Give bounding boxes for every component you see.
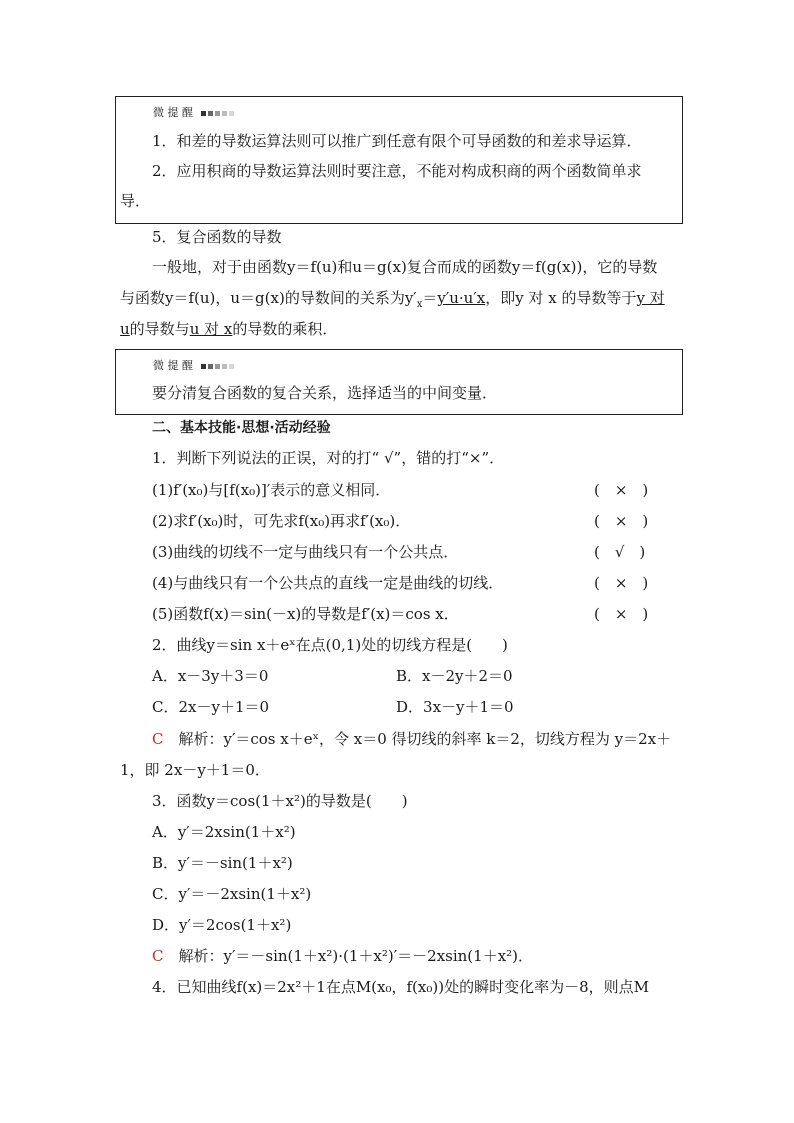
q3-analysis-text: 解析：y′＝－sin(1＋x²)·(1＋x²)′＝－2xsin(1＋x²)． [178,947,534,965]
q2-analysis-line-1 [152,729,671,749]
tip-dots-icon [201,359,236,373]
section5-para-line-1: 一般地，对于由函数y＝f(u)和u＝g(x)复合而成的函数y＝f(g(x))，它的导数 [152,258,658,276]
para-text: 的导数与 [129,320,190,338]
tip1-line-2: 2．应用积商的导数运算法则时要注意，不能对构成积商的两个函数简单求 [152,162,642,180]
q1-item-4: (4)与曲线只有一个公共点的直线一定是曲线的切线． [152,574,504,592]
q3-option-d: D．y′＝2cos(1＋x²) [152,916,292,934]
q2-option-a: A．x－3y＋3＝0 [152,667,269,685]
section5-title: 5．复合函数的导数 [152,228,282,246]
section2-title: 二、基本技能·思想·活动经验 [152,420,331,436]
tip-box-2 [115,349,683,415]
tip-box-1 [115,96,683,224]
q1-mark-1: ( × ) [594,481,649,499]
q2-stem: 2．曲线y＝sin x＋eˣ在点(0,1)处的切线方程是( ) [152,636,508,654]
para-text: 的导数的乘积． [232,320,338,338]
q1-mark-2: ( × ) [594,512,649,530]
q1-mark-4: ( × ) [594,574,649,592]
q1-item-1: (1)f′(x₀)与[f(x₀)]′表示的意义相同． [152,481,391,499]
q2-answer: C [152,730,164,748]
q1-stem: 1．判断下列说法的正误，对的打“ √”，错的打“×”． [152,449,505,467]
q1-mark-3: ( √ ) [594,543,646,561]
para-text: 与函数y＝f(u)，u＝g(x)的导数间的关系为y′ [120,289,417,307]
fill-answer: u 对 x [189,320,233,338]
tip1-line-3: 导． [120,192,151,210]
tip1-line-1: 1．和差的导数运算法则可以推广到任意有限个可导函数的和差求导运算． [152,132,642,150]
q1-item-5: (5)函数f(x)＝sin(－x)的导数是f′(x)＝cos x． [152,605,459,623]
para-text: ＝ [422,289,438,307]
para-sub: x [416,299,423,310]
q1-item-3: (3)曲线的切线不一定与曲线只有一个公共点． [152,543,459,561]
tip-dots-icon [201,106,236,120]
q2-analysis-line-2: 1，即 2x－y＋1＝0． [120,761,270,779]
q1-mark-5: ( × ) [594,605,649,623]
tip-header-label: 微 提 醒 [153,106,193,119]
tip-header [153,359,236,373]
q3-stem: 3．函数y＝cos(1＋x²)的导数是( ) [152,792,408,810]
fill-answer: u [120,320,130,338]
q2-option-d: D．3x－y＋1＝0 [396,698,514,716]
q3-option-b: B．y′＝－sin(1＋x²) [152,854,293,872]
q2-option-c: C．2x－y＋1＝0 [152,698,270,716]
q1-item-2: (2)求f′(x₀)时，可先求f(x₀)再求f′(x₀)． [152,512,411,530]
q2-analysis-text: 解析：y′＝cos x＋eˣ，令 x＝0 得切线的斜率 k＝2，切线方程为 y＝2x＋ [178,730,672,748]
q3-analysis [152,946,533,966]
tip-header [153,106,236,120]
para-text: ，即y 对 x 的导数等于 [485,289,637,307]
fill-answer: y 对 [636,289,665,307]
q3-answer: C [152,947,164,965]
fill-answer: y′u·u′x [437,289,486,307]
section5-para-line-3 [120,319,337,339]
q3-option-a: A．y′＝2xsin(1＋x²) [152,823,296,841]
tip-header-label: 微 提 醒 [153,359,193,372]
tip2-line: 要分清复合函数的复合关系，选择适当的中间变量． [152,384,498,402]
q2-option-b: B．x－2y＋2＝0 [396,667,513,685]
q4-stem: 4．已知曲线f(x)＝2x²＋1在点M(x₀，f(x₀))处的瞬时变化率为－8，则点M [152,978,649,996]
q3-option-c: C．y′＝－2xsin(1＋x²) [152,885,312,903]
section5-para-line-2 [120,288,665,315]
